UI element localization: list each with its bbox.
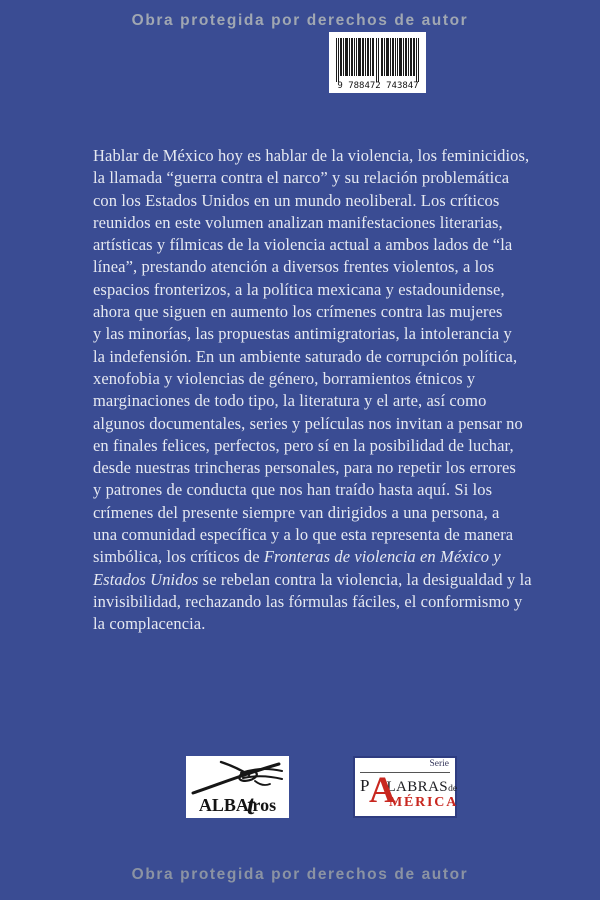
text-line: crímenes del presente siempre van dirigidos a una persona, a [93, 502, 500, 522]
text-line: en finales felices, perfectos, pero sí en la posibilidad de luchar, [93, 435, 514, 455]
albatros-wordmark-ros: ros [252, 795, 277, 815]
serie-label: Serie [429, 759, 449, 769]
palabras-wordmark [360, 770, 459, 815]
palabras-de-america-serie-logo [353, 756, 457, 818]
palabras-p: P [360, 776, 370, 795]
text-line: la llamada “guerra contra el narco” y su relación problemática [93, 168, 510, 188]
text-line: Hablar de México hoy es hablar de la violencia, los feminicidios, [93, 146, 530, 165]
albatros-wordmark-t: t [246, 790, 255, 820]
text-line: Estados Unidos se rebelan contra la violencia, la desigualdad y la [93, 569, 532, 589]
albatros-wordmark [198, 790, 277, 820]
text-line: ahora que siguen en aumento los crímenes contra las mujeres [93, 302, 503, 322]
text-line: desde nuestras trincheras personales, para no repetir los errores [93, 458, 516, 478]
text-line: algunos documentales, series y películas nos invitan a pensar no [93, 413, 523, 433]
barcode-bars-icon [336, 36, 420, 90]
palabras-de: de [448, 784, 458, 794]
copyright-watermark-bottom: Obra protegida por derechos de autor [131, 866, 469, 883]
copyright-watermark-top: Obra protegida por derechos de autor [131, 12, 469, 29]
albatross-bird-icon [191, 759, 284, 795]
text-line: línea”, prestando atención a diversos frentes violentos, a los [93, 257, 495, 277]
text-line: marginaciones de todo tipo, la literatura y el arte, así como [93, 391, 487, 411]
text-line: simbólica, los críticos de Fronteras de violencia en México y [93, 547, 501, 567]
text-line: artísticas y fílmicas de la violencia actual a ambos lados de “la [93, 235, 513, 255]
albatros-wordmark-alba: ALBA [198, 795, 249, 815]
text-line: xenofobia y violencias de género, borramientos étnicos y [93, 368, 476, 388]
text-line: la complacencia. [93, 614, 206, 634]
text-line: con los Estados Unidos en un mundo neoliberal. Los críticos [93, 190, 500, 210]
palabras-merica: MÉRICA [389, 795, 459, 810]
palabras-labras: LABRAS [386, 779, 449, 795]
palabras-big-a: A [369, 770, 396, 811]
isbn-barcode [329, 32, 426, 93]
text-line: y patrones de conducta que nos han traído hasta aquí. Si los [93, 480, 493, 500]
text-line: reunidos en este volumen analizan manifestaciones literarias, [93, 212, 503, 232]
text-line: espacios fronterizos, a la política mexicana y estadounidense, [93, 279, 505, 299]
text-line: invisibilidad, rechazando las fórmulas fáciles, el conformismo y [93, 591, 523, 611]
text-line: una comunidad específica y a lo que esta representa de manera [93, 525, 514, 545]
text-line: la indefensión. En un ambiente saturado de corrupción política, [93, 346, 518, 366]
text-line: y las minorías, las propuestas antimigratorias, la intolerancia y [93, 324, 512, 344]
albatros-publisher-logo [186, 756, 289, 818]
barcode-digits: 9 788472 743847 [336, 80, 419, 90]
back-cover-text [93, 145, 532, 636]
